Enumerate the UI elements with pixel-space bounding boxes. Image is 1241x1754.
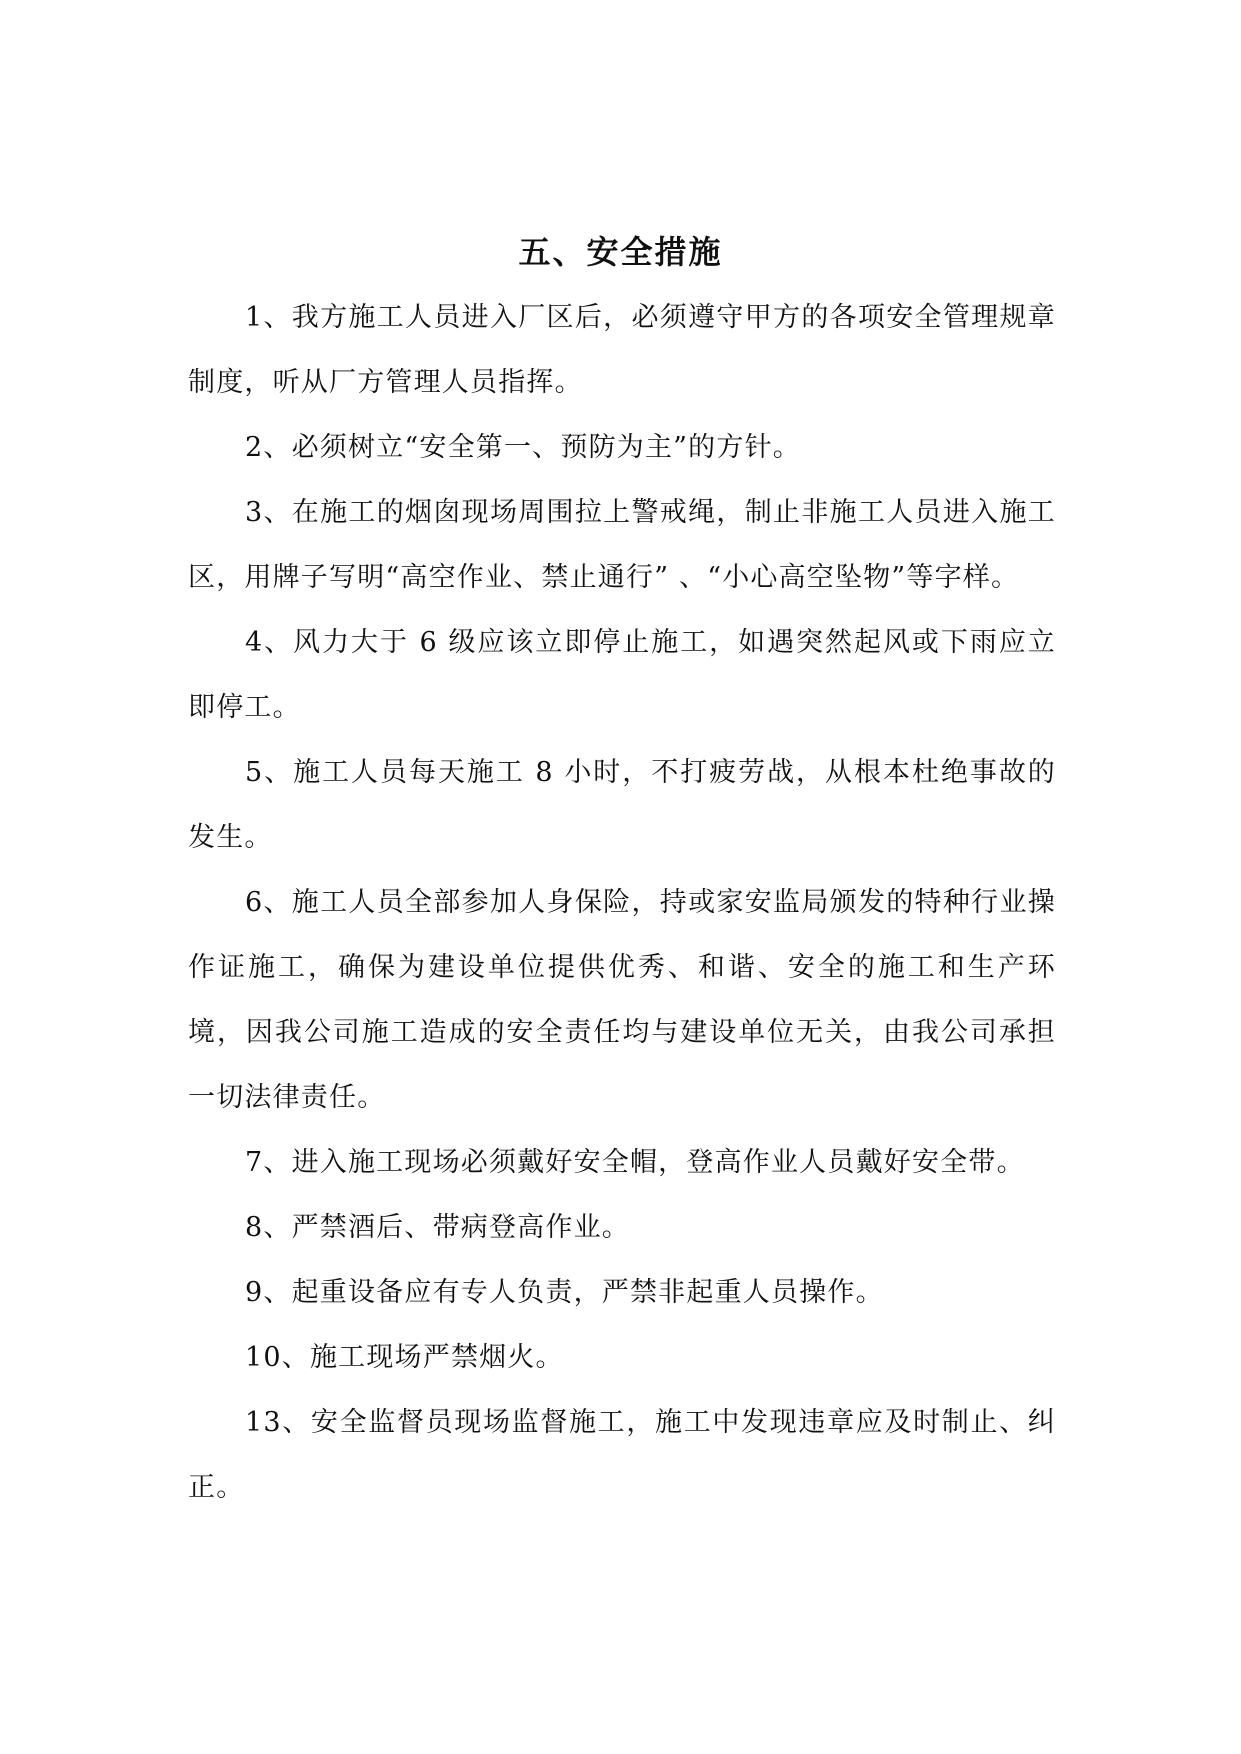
paragraph-5: 5、施工人员每天施工 8 小时，不打疲劳战，从根本杜绝事故的发生。: [188, 757, 1056, 853]
paragraph-13: 13、安全监督员现场监督施工，施工中发现违章应及时制止、纠正。: [188, 1407, 1056, 1503]
paragraph-2: 2、必须树立“安全第一、预防为主”的方针。: [245, 432, 801, 463]
paragraph-7: 7、进入施工现场必须戴好安全帽，登高作业人员戴好安全带。: [245, 1147, 1025, 1178]
paragraph-1: 1、我方施工人员进入厂区后，必须遵守甲方的各项安全管理规章制度，听从厂方管理人员指挥。: [188, 302, 1056, 398]
paragraph-10: 10、施工现场严禁烟火。: [245, 1342, 564, 1373]
page-title: 五、安全措施: [518, 233, 723, 271]
paragraph-9: 9、起重设备应有专人负责，严禁非起重人员操作。: [245, 1277, 884, 1308]
paragraph-3: 3、在施工的烟囱现场周围拉上警戒绳，制止非施工人员进入施工区，用牌子写明“高空作业、禁止通行” 、“小心高空坠物”等字样。: [188, 497, 1056, 593]
paragraph-4: 4、风力大于 6 级应该立即停止施工，如遇突然起风或下雨应立即停工。: [188, 627, 1056, 723]
document-body: [188, 285, 1056, 1520]
paragraph-6: 6、施工人员全部参加人身保险，持或家安监局颁发的特种行业操作证施工，确保为建设单位提供优秀、和谐、安全的施工和生产环境，因我公司施工造成的安全责任均与建设单位无关，由我公司承担一切法律责任。: [188, 887, 1056, 1113]
paragraph-8: 8、严禁酒后、带病登高作业。: [245, 1212, 630, 1243]
